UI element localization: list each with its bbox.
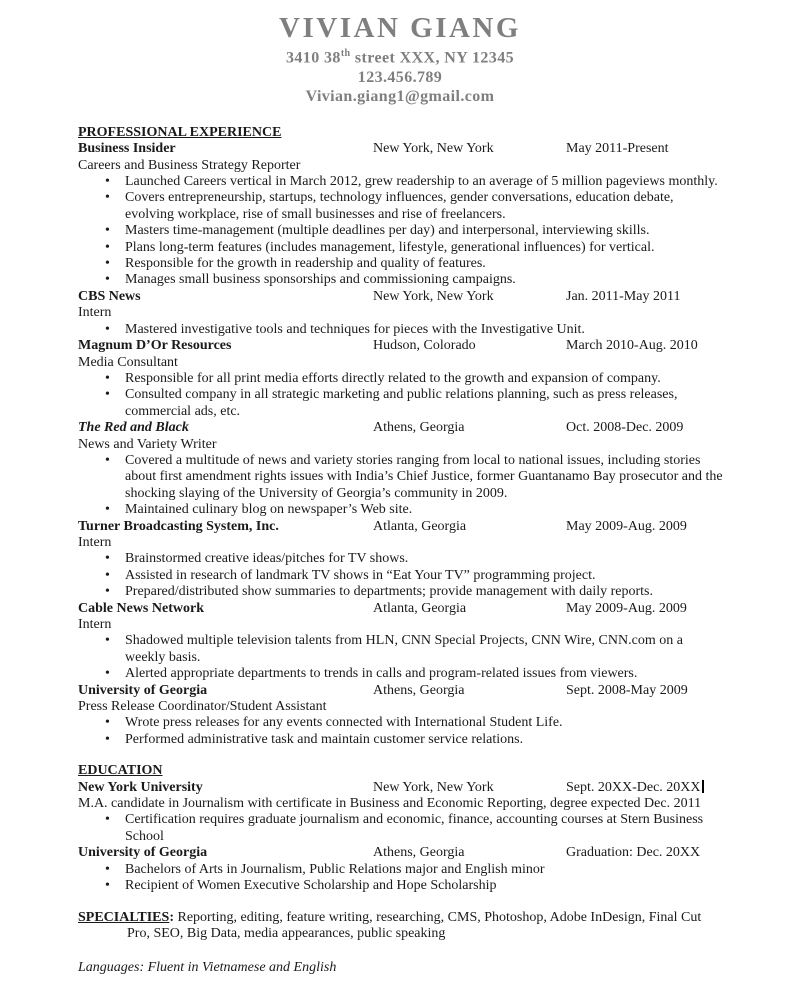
address-superscript: th [340, 48, 351, 59]
job-location: Atlanta, Georgia [373, 600, 467, 616]
company-name: Turner Broadcasting System, Inc. [78, 518, 279, 534]
job-title: Intern [78, 534, 112, 550]
school-name: New York University [78, 779, 203, 795]
job-bullet: • Launched Careers vertical in March 2012, grew readership to an average of 5 million pageviews monthly. [78, 174, 726, 190]
education-bullet: • Recipient of Women Executive Scholarship and Hope Scholarship [78, 878, 726, 894]
education-section [78, 763, 726, 894]
job-bullet: • Responsible for the growth in readership and quality of features. [78, 256, 726, 272]
job-title: News and Variety Writer [78, 436, 217, 452]
job-bullet: • Maintained culinary blog on newspaper’s Web site. [78, 502, 726, 518]
school-dates [566, 780, 726, 796]
job-entry [78, 683, 726, 749]
address-suffix: street XXX, NY 12345 [350, 49, 514, 67]
job-entry [78, 289, 726, 338]
job-bullet: • Covers entrepreneurship, startups, technology influences, gender conversations, education debate, evolving workplace, rise of small businesses and rise of freelancers. [78, 190, 726, 223]
company-name: Cable News Network [78, 600, 204, 616]
job-dates: May 2011-Present [566, 141, 669, 157]
job-bullet: • Masters time-management (multiple deadlines per day) and interpersonal, interviewing skills. [78, 223, 726, 239]
education-bullet: • Certification requires graduate journalism and economic, finance, accounting courses at Stern Business School [78, 812, 726, 845]
education-entry [78, 845, 726, 894]
job-title: Press Release Coordinator/Student Assistant [78, 699, 327, 715]
school-dates: Graduation: Dec. 20XX [566, 845, 701, 861]
job-dates: Sept. 2008-May 2009 [566, 682, 688, 698]
resume-body [78, 125, 726, 977]
job-location: New York, New York [373, 141, 494, 157]
person-name: VIVIAN GIANG [279, 12, 521, 44]
job-header-row [78, 420, 726, 436]
address-prefix: 3410 38 [286, 49, 341, 67]
job-bullet: • Responsible for all print media efforts directly related to the growth and expansion of company. [78, 371, 726, 387]
job-title: Intern [78, 305, 112, 321]
education-bullet: • Bachelors of Arts in Journalism, Public Relations major and English minor [78, 862, 726, 878]
job-header-row [78, 338, 726, 354]
job-entry [78, 141, 726, 289]
school-header-row [78, 845, 726, 861]
job-header-row [78, 141, 726, 157]
job-location: Athens, Georgia [373, 682, 465, 698]
school-name: University of Georgia [78, 845, 208, 861]
specialties-colon: : [169, 909, 174, 925]
job-bullet: • Prepared/distributed show summaries to departments; provide management with daily reports. [78, 584, 726, 600]
job-bullet: • Alerted appropriate departments to trends in calls and program-related issues from viewers. [78, 666, 726, 682]
job-bullet: • Brainstormed creative ideas/pitches for TV shows. [78, 551, 726, 567]
resume-header [0, 0, 800, 107]
job-entry [78, 420, 726, 518]
education-section-heading: EDUCATION [78, 763, 163, 779]
degree-line: M.A. candidate in Journalism with certificate in Business and Economic Reporting, degree expected Dec. 2011 [78, 796, 702, 812]
job-location: Hudson, Colorado [373, 338, 476, 354]
job-bullet: • Manages small business sponsorships and commissioning campaigns. [78, 272, 726, 288]
company-name: University of Georgia [78, 682, 208, 698]
job-bullet: • Shadowed multiple television talents from HLN, CNN Special Projects, CNN Wire, CNN.com on a weekly basis. [78, 633, 726, 666]
address-line [0, 44, 800, 68]
job-location: Athens, Georgia [373, 420, 465, 436]
job-dates: Jan. 2011-May 2011 [566, 288, 681, 304]
job-dates: Oct. 2008-Dec. 2009 [566, 420, 684, 436]
experience-section-heading: PROFESSIONAL EXPERIENCE [78, 124, 282, 140]
job-header-row [78, 519, 726, 535]
job-entry [78, 519, 726, 601]
job-bullet: • Plans long-term features (includes management, lifestyle, generational influences) for vertical. [78, 240, 726, 256]
specialties-label: SPECIALTIES [78, 909, 170, 925]
job-location: New York, New York [373, 288, 494, 304]
job-entry [78, 601, 726, 683]
job-location: Atlanta, Georgia [373, 518, 467, 534]
specialties-text: Reporting, editing, feature writing, researching, CMS, Photoshop, Adobe InDesign, Final Cut Pro, SEO, Big Data, media appearances, public speaking [127, 909, 702, 941]
job-title: Careers and Business Strategy Reporter [78, 157, 301, 173]
company-name: CBS News [78, 288, 141, 304]
job-bullet: • Covered a multitude of news and variety stories ranging from local to national issues, including stories about first amendment rights issues with India’s Chief Justice, former Guantanamo Bay prosecutor and the shocking slaying of the University of Georgia’s community in 2009. [78, 453, 726, 502]
company-name: Magnum D’Or Resources [78, 338, 232, 354]
job-bullet: • Consulted company in all strategic marketing and public relations planning, such as press releases, commercial ads, etc. [78, 387, 726, 420]
job-bullet: • Mastered investigative tools and techniques for pieces with the Investigative Unit. [78, 322, 726, 338]
languages-line: Languages: Fluent in Vietnamese and English [78, 960, 337, 976]
job-bullet: • Assisted in research of landmark TV shows in “Eat Your TV” programming project. [78, 568, 726, 584]
school-dates-text: Sept. 20XX-Dec. 20XX [566, 779, 701, 795]
job-dates: May 2009-Aug. 2009 [566, 518, 687, 534]
email-address: Vivian.giang1@gmail.com [305, 88, 495, 106]
job-title: Intern [78, 617, 112, 633]
job-dates: May 2009-Aug. 2009 [566, 600, 687, 616]
company-name: Business Insider [78, 141, 176, 157]
company-name: The Red and Black [78, 420, 189, 436]
phone-number: 123.456.789 [357, 68, 443, 86]
specialties-section [78, 910, 726, 943]
job-header-row [78, 289, 726, 305]
job-dates: March 2010-Aug. 2010 [566, 338, 698, 354]
job-bullet: • Performed administrative task and maintain customer service relations. [78, 732, 726, 748]
text-cursor [702, 780, 704, 793]
school-header-row [78, 780, 726, 796]
school-location: New York, New York [373, 779, 494, 795]
job-header-row [78, 601, 726, 617]
job-header-row [78, 683, 726, 699]
education-entry [78, 780, 726, 846]
job-bullet: • Wrote press releases for any events connected with International Student Life. [78, 715, 726, 731]
job-entry [78, 338, 726, 420]
school-location: Athens, Georgia [373, 845, 465, 861]
job-title: Media Consultant [78, 354, 178, 370]
